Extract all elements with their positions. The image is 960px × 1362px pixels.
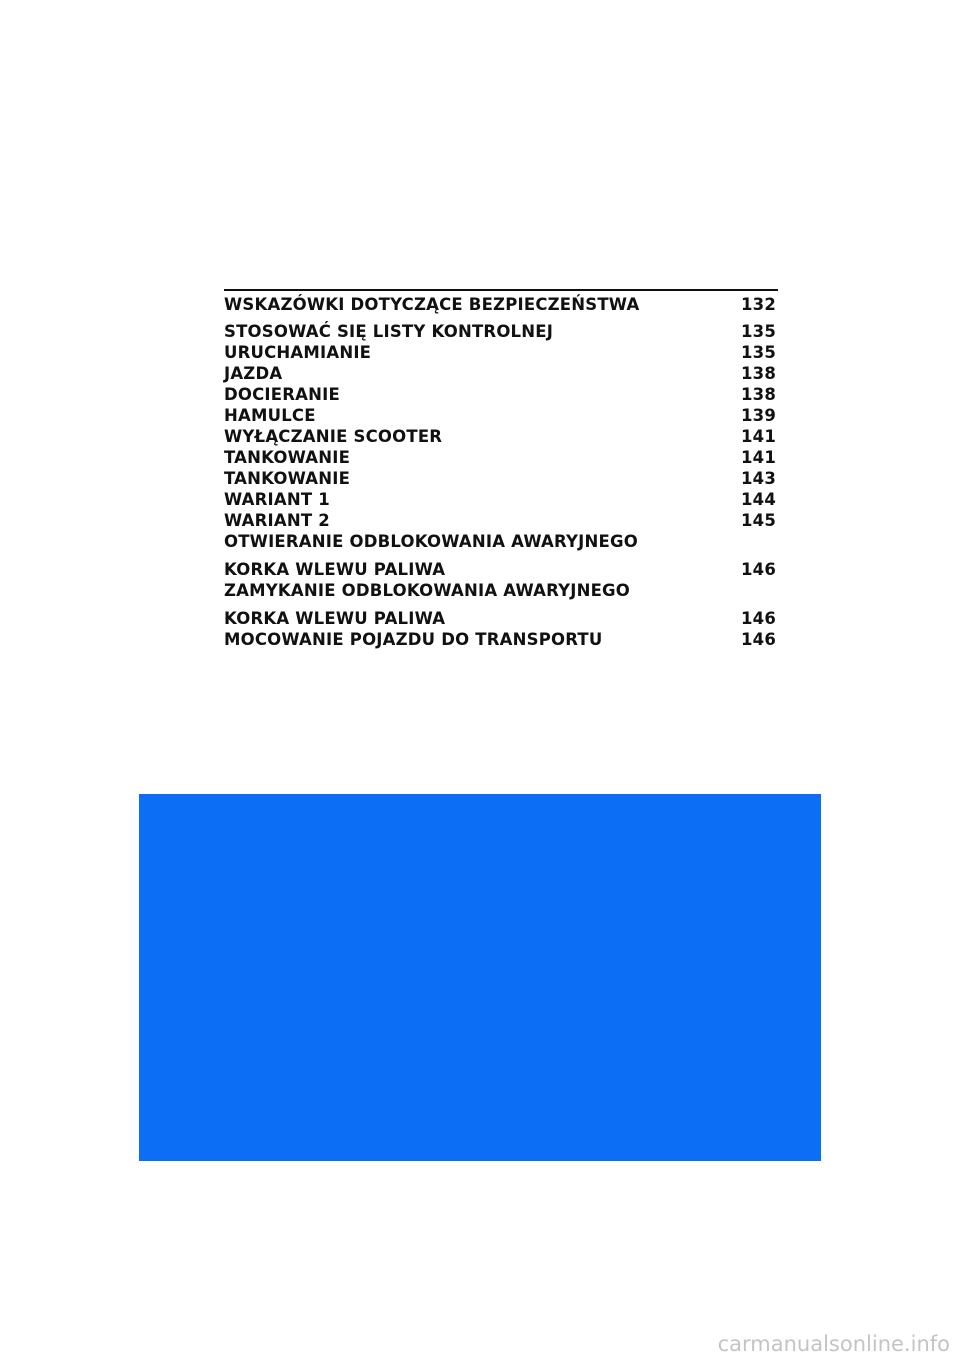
- toc-entry-title: STOSOWAĆ SIĘ LISTY KONTROLNEJ: [224, 322, 554, 341]
- toc-entry-title: WARIANT 1: [224, 490, 330, 509]
- toc-entry-page: 146: [740, 609, 776, 628]
- toc-entry-title: ZAMYKANIE ODBLOKOWANIA AWARYJNEGO: [224, 581, 631, 600]
- toc-entry-page: 143: [740, 469, 776, 488]
- toc-entry-title: KORKA WLEWU PALIWA: [224, 609, 446, 628]
- toc-entry-title: URUCHAMIANIE: [224, 343, 372, 362]
- toc-entry[interactable]: [224, 468, 776, 489]
- toc-entry-page: 141: [740, 448, 776, 467]
- toc-entry[interactable]: [224, 608, 776, 629]
- toc-entry-page: 138: [740, 385, 776, 404]
- toc-entry-page: 146: [740, 630, 776, 649]
- toc-entry-title: WYŁĄCZANIE SCOOTER: [224, 427, 443, 446]
- toc-entry-page: 141: [740, 427, 776, 446]
- toc-entry-page: 132: [740, 295, 776, 314]
- toc-entry-page: 144: [740, 490, 776, 509]
- watermark-text: carmanualsonline.info: [717, 1332, 950, 1356]
- toc-entry-title: WARIANT 2: [224, 511, 330, 530]
- toc-entry[interactable]: [224, 405, 776, 426]
- toc-top-rule: [224, 289, 778, 291]
- toc-entry-title: HAMULCE: [224, 406, 316, 425]
- toc-entry[interactable]: [224, 447, 776, 468]
- toc-entry-page: 146: [740, 560, 776, 579]
- toc-entry-title: KORKA WLEWU PALIWA: [224, 560, 446, 579]
- toc-entry[interactable]: [224, 294, 776, 315]
- toc-entry-page: 135: [740, 322, 776, 341]
- toc-entry-title: JAZDA: [224, 364, 283, 383]
- toc-entry[interactable]: [224, 363, 776, 384]
- toc-entry[interactable]: [224, 629, 776, 650]
- toc-entry-title: MOCOWANIE POJAZDU DO TRANSPORTU: [224, 630, 603, 649]
- toc-entry-title: TANKOWANIE: [224, 448, 351, 467]
- toc-entry-page: 138: [740, 364, 776, 383]
- toc-entry-page: 139: [740, 406, 776, 425]
- toc-entry-page: 135: [740, 343, 776, 362]
- blue-color-panel: [139, 794, 821, 1161]
- toc-entry-page: 145: [740, 511, 776, 530]
- toc-entry[interactable]: [224, 342, 776, 363]
- toc-entry[interactable]: [224, 321, 776, 342]
- toc-entry[interactable]: [224, 531, 776, 552]
- toc-entry[interactable]: [224, 559, 776, 580]
- toc-entry[interactable]: [224, 384, 776, 405]
- toc-entry[interactable]: [224, 489, 776, 510]
- toc-entry[interactable]: [224, 426, 776, 447]
- toc-entry-title: WSKAZÓWKI DOTYCZĄCE BEZPIECZEŃSTWA: [224, 295, 640, 314]
- toc-entry[interactable]: [224, 580, 776, 601]
- table-of-contents: [224, 294, 776, 650]
- toc-entry[interactable]: [224, 510, 776, 531]
- toc-entry-title: DOCIERANIE: [224, 385, 340, 404]
- toc-entry-title: OTWIERANIE ODBLOKOWANIA AWARYJNEGO: [224, 532, 638, 551]
- toc-entry-title: TANKOWANIE: [224, 469, 351, 488]
